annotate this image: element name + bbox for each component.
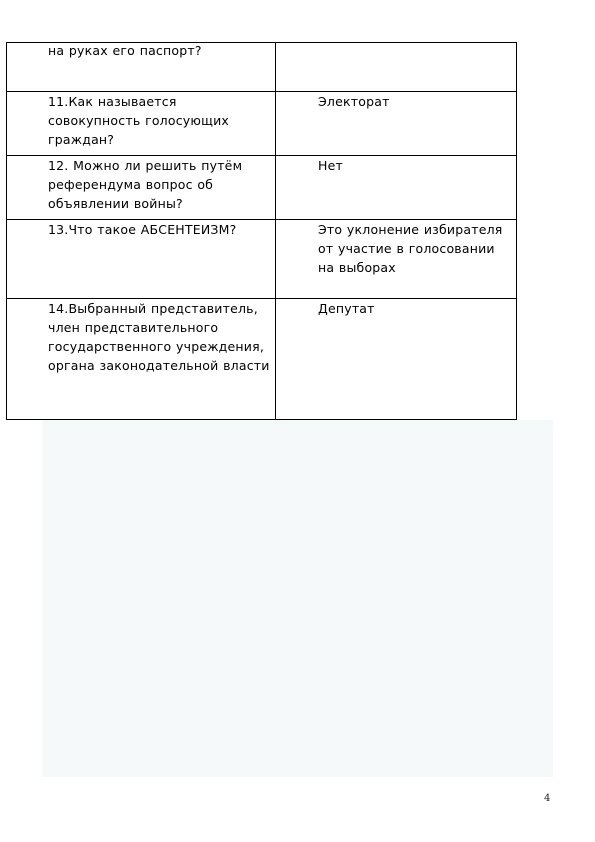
question-cell — [7, 92, 276, 156]
question-cell — [7, 220, 276, 299]
question-cell — [7, 299, 276, 420]
blank-shaded-area — [42, 420, 553, 777]
table-row — [7, 220, 517, 299]
answer-text: Электорат — [318, 94, 390, 109]
answer-cell — [276, 220, 517, 299]
page-number: 4 — [544, 793, 551, 804]
question-text: 13.Что такое АБСЕНТЕИЗМ? — [48, 222, 237, 237]
table-row — [7, 299, 517, 420]
answer-cell — [276, 299, 517, 420]
answer-text: Нет — [318, 158, 343, 173]
question-text: на руках его паспорт? — [48, 43, 202, 58]
question-text: 12. Можно ли решить путём референдума вопрос об объявлении войны? — [48, 158, 243, 211]
question-cell — [7, 43, 276, 92]
question-text: 14.Выбранный представитель, член представительного государственного учреждения, органа законодательной власти — [48, 301, 270, 373]
answer-cell — [276, 43, 517, 92]
question-answer-table — [6, 42, 517, 420]
question-cell — [7, 156, 276, 220]
answer-text: Это уклонение избирателя от участие в голосовании на выборах — [318, 222, 503, 275]
answer-text: Депутат — [318, 301, 375, 316]
table-row — [7, 43, 517, 92]
table-row — [7, 156, 517, 220]
table-row — [7, 92, 517, 156]
answer-cell — [276, 92, 517, 156]
question-text: 11.Как называется совокупность голосующих граждан? — [48, 94, 230, 147]
answer-cell — [276, 156, 517, 220]
